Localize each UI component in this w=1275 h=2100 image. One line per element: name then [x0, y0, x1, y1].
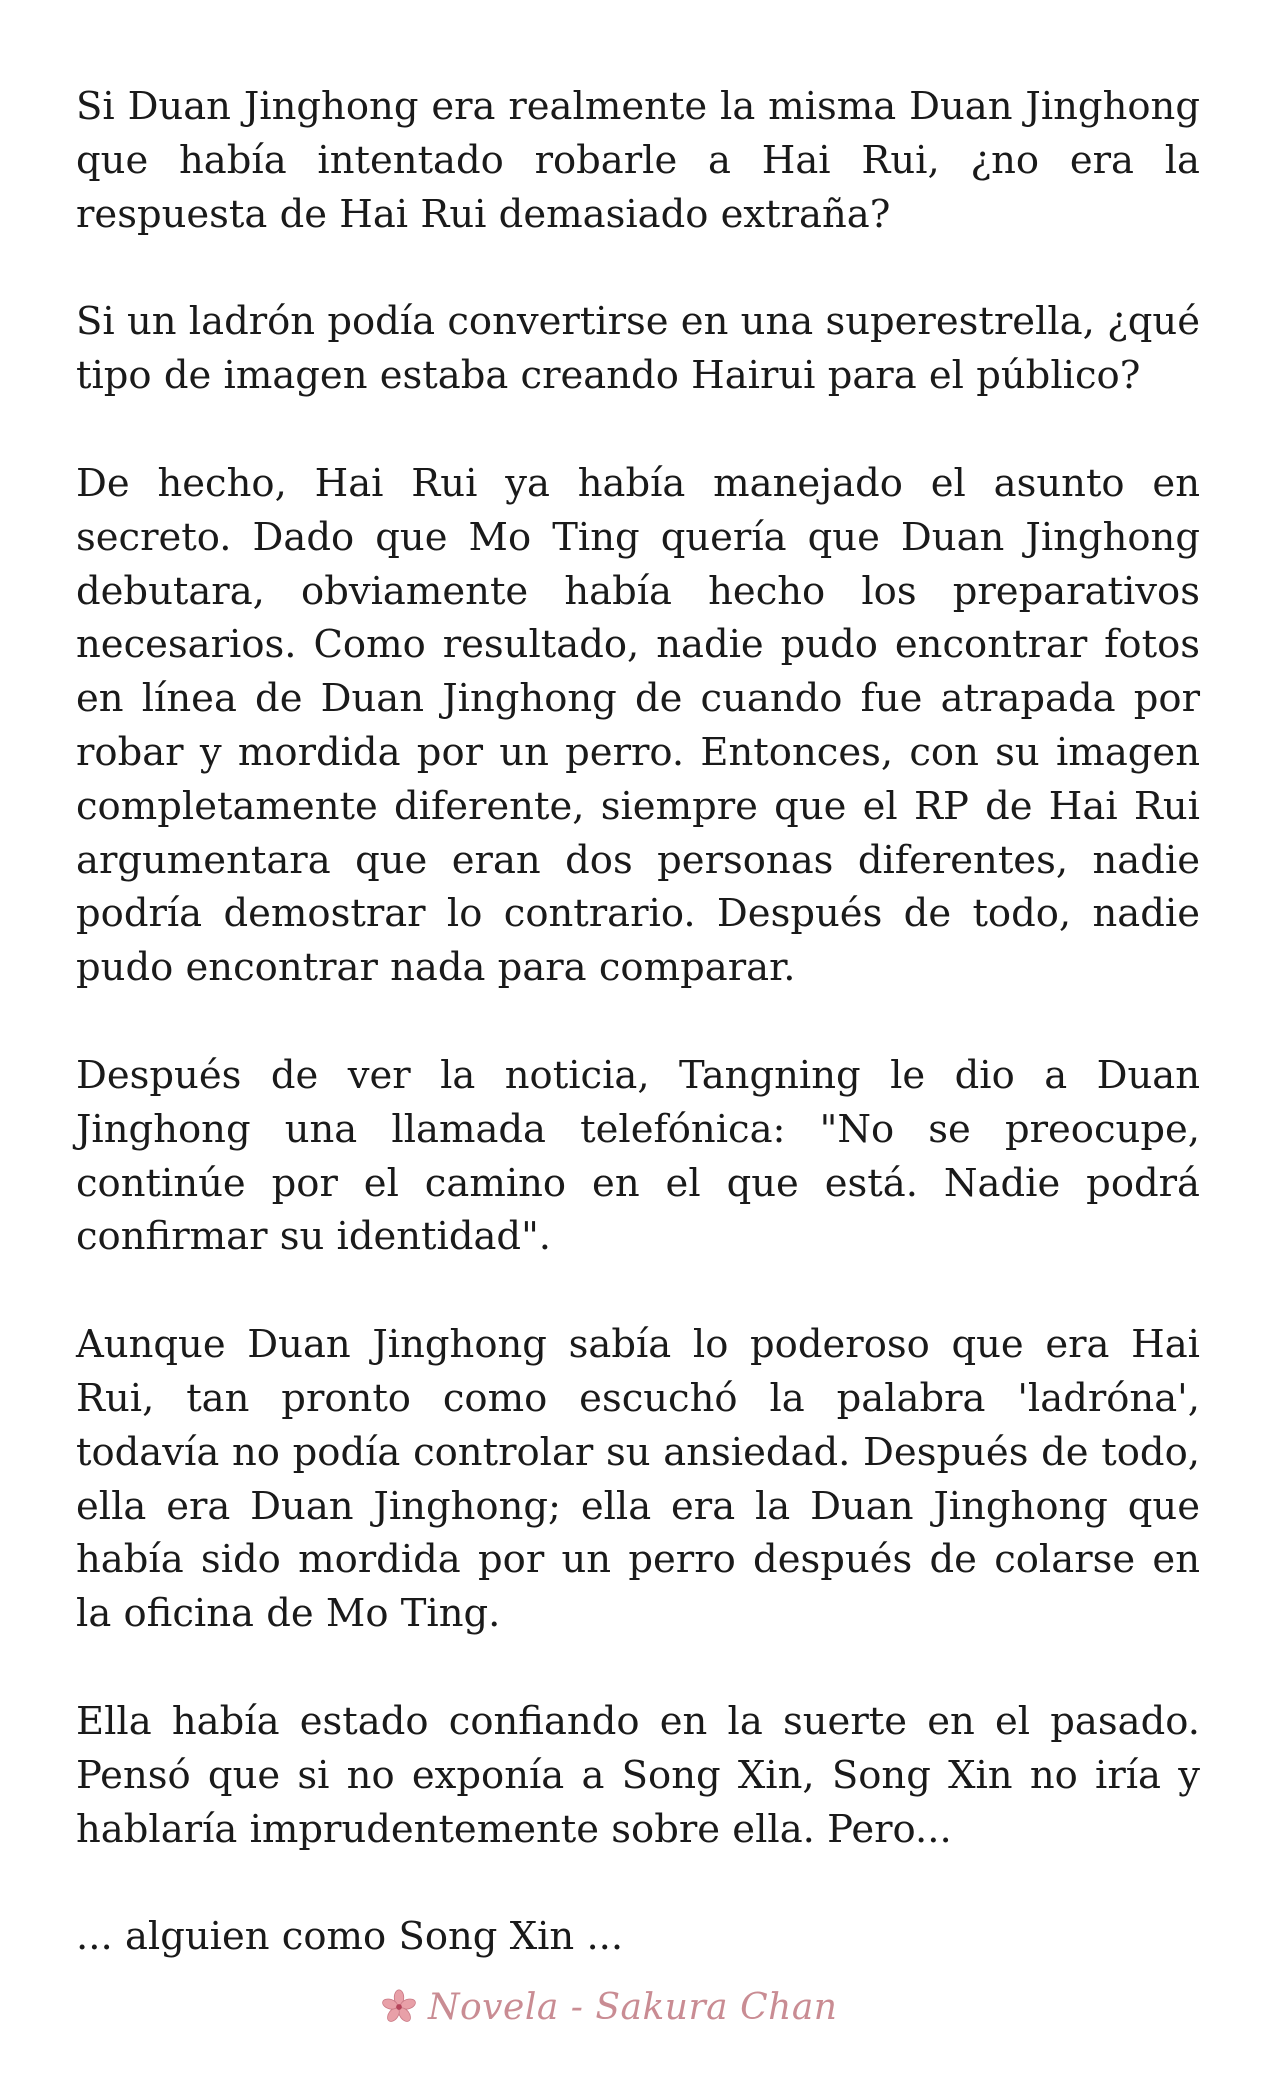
document-body: [76, 80, 1200, 1964]
paragraph-3: De hecho, Hai Rui ya había manejado el asunto en secreto. Dado que Mo Ting quería que Duan Jinghong debutara, obviamente había hecho los preparativos necesarios. Como resultado, nadie pudo encontrar fotos en línea de Duan Jinghong de cuando fue atrapada por robar y mordida por un perro. Entonces, con su imagen completamente diferente, siempre que el RP de Hai Rui argumentara que eran dos personas diferentes, nadie podría demostrar lo contrario. Después de todo, nadie pudo encontrar nada para comparar.: [76, 460, 1200, 991]
paragraph-2: Si un ladrón podía convertirse en una superestrella, ¿qué tipo de imagen estaba creando Hairui para el público?: [76, 299, 1200, 399]
paragraph-4: Después de ver la noticia, Tangning le dio a Duan Jinghong una llamada telefónica: "No se preocupe, continúe por el camino en el que está. Nadie podrá confirmar su identidad".: [76, 1052, 1200, 1260]
sakura-flower-icon: [380, 1988, 418, 2026]
paragraph-6: Ella había estado confiando en la suerte en el pasado. Pensó que si no exponía a Song Xin, Song Xin no iría y hablaría imprudentemente sobre ella. Pero...: [76, 1698, 1200, 1852]
watermark-text: Novela - Sakura Chan: [428, 1986, 838, 2028]
watermark: [380, 1982, 837, 2032]
paragraph-1: Si Duan Jinghong era realmente la misma Duan Jinghong que había intentado robarle a Hai Rui, ¿no era la respuesta de Hai Rui demasiado extraña?: [76, 84, 1200, 237]
paragraph-7: ... alguien como Song Xin ...: [76, 1914, 624, 1960]
paragraph-5: Aunque Duan Jinghong sabía lo poderoso que era Hai Rui, tan pronto como escuchó la palabra 'ladróna', todavía no podía controlar su ansiedad. Después de todo, ella era Duan Jinghong; ella era la Duan Jinghong que había sido mordida por un perro después de colarse en la oficina de Mo Ting.: [76, 1322, 1200, 1637]
